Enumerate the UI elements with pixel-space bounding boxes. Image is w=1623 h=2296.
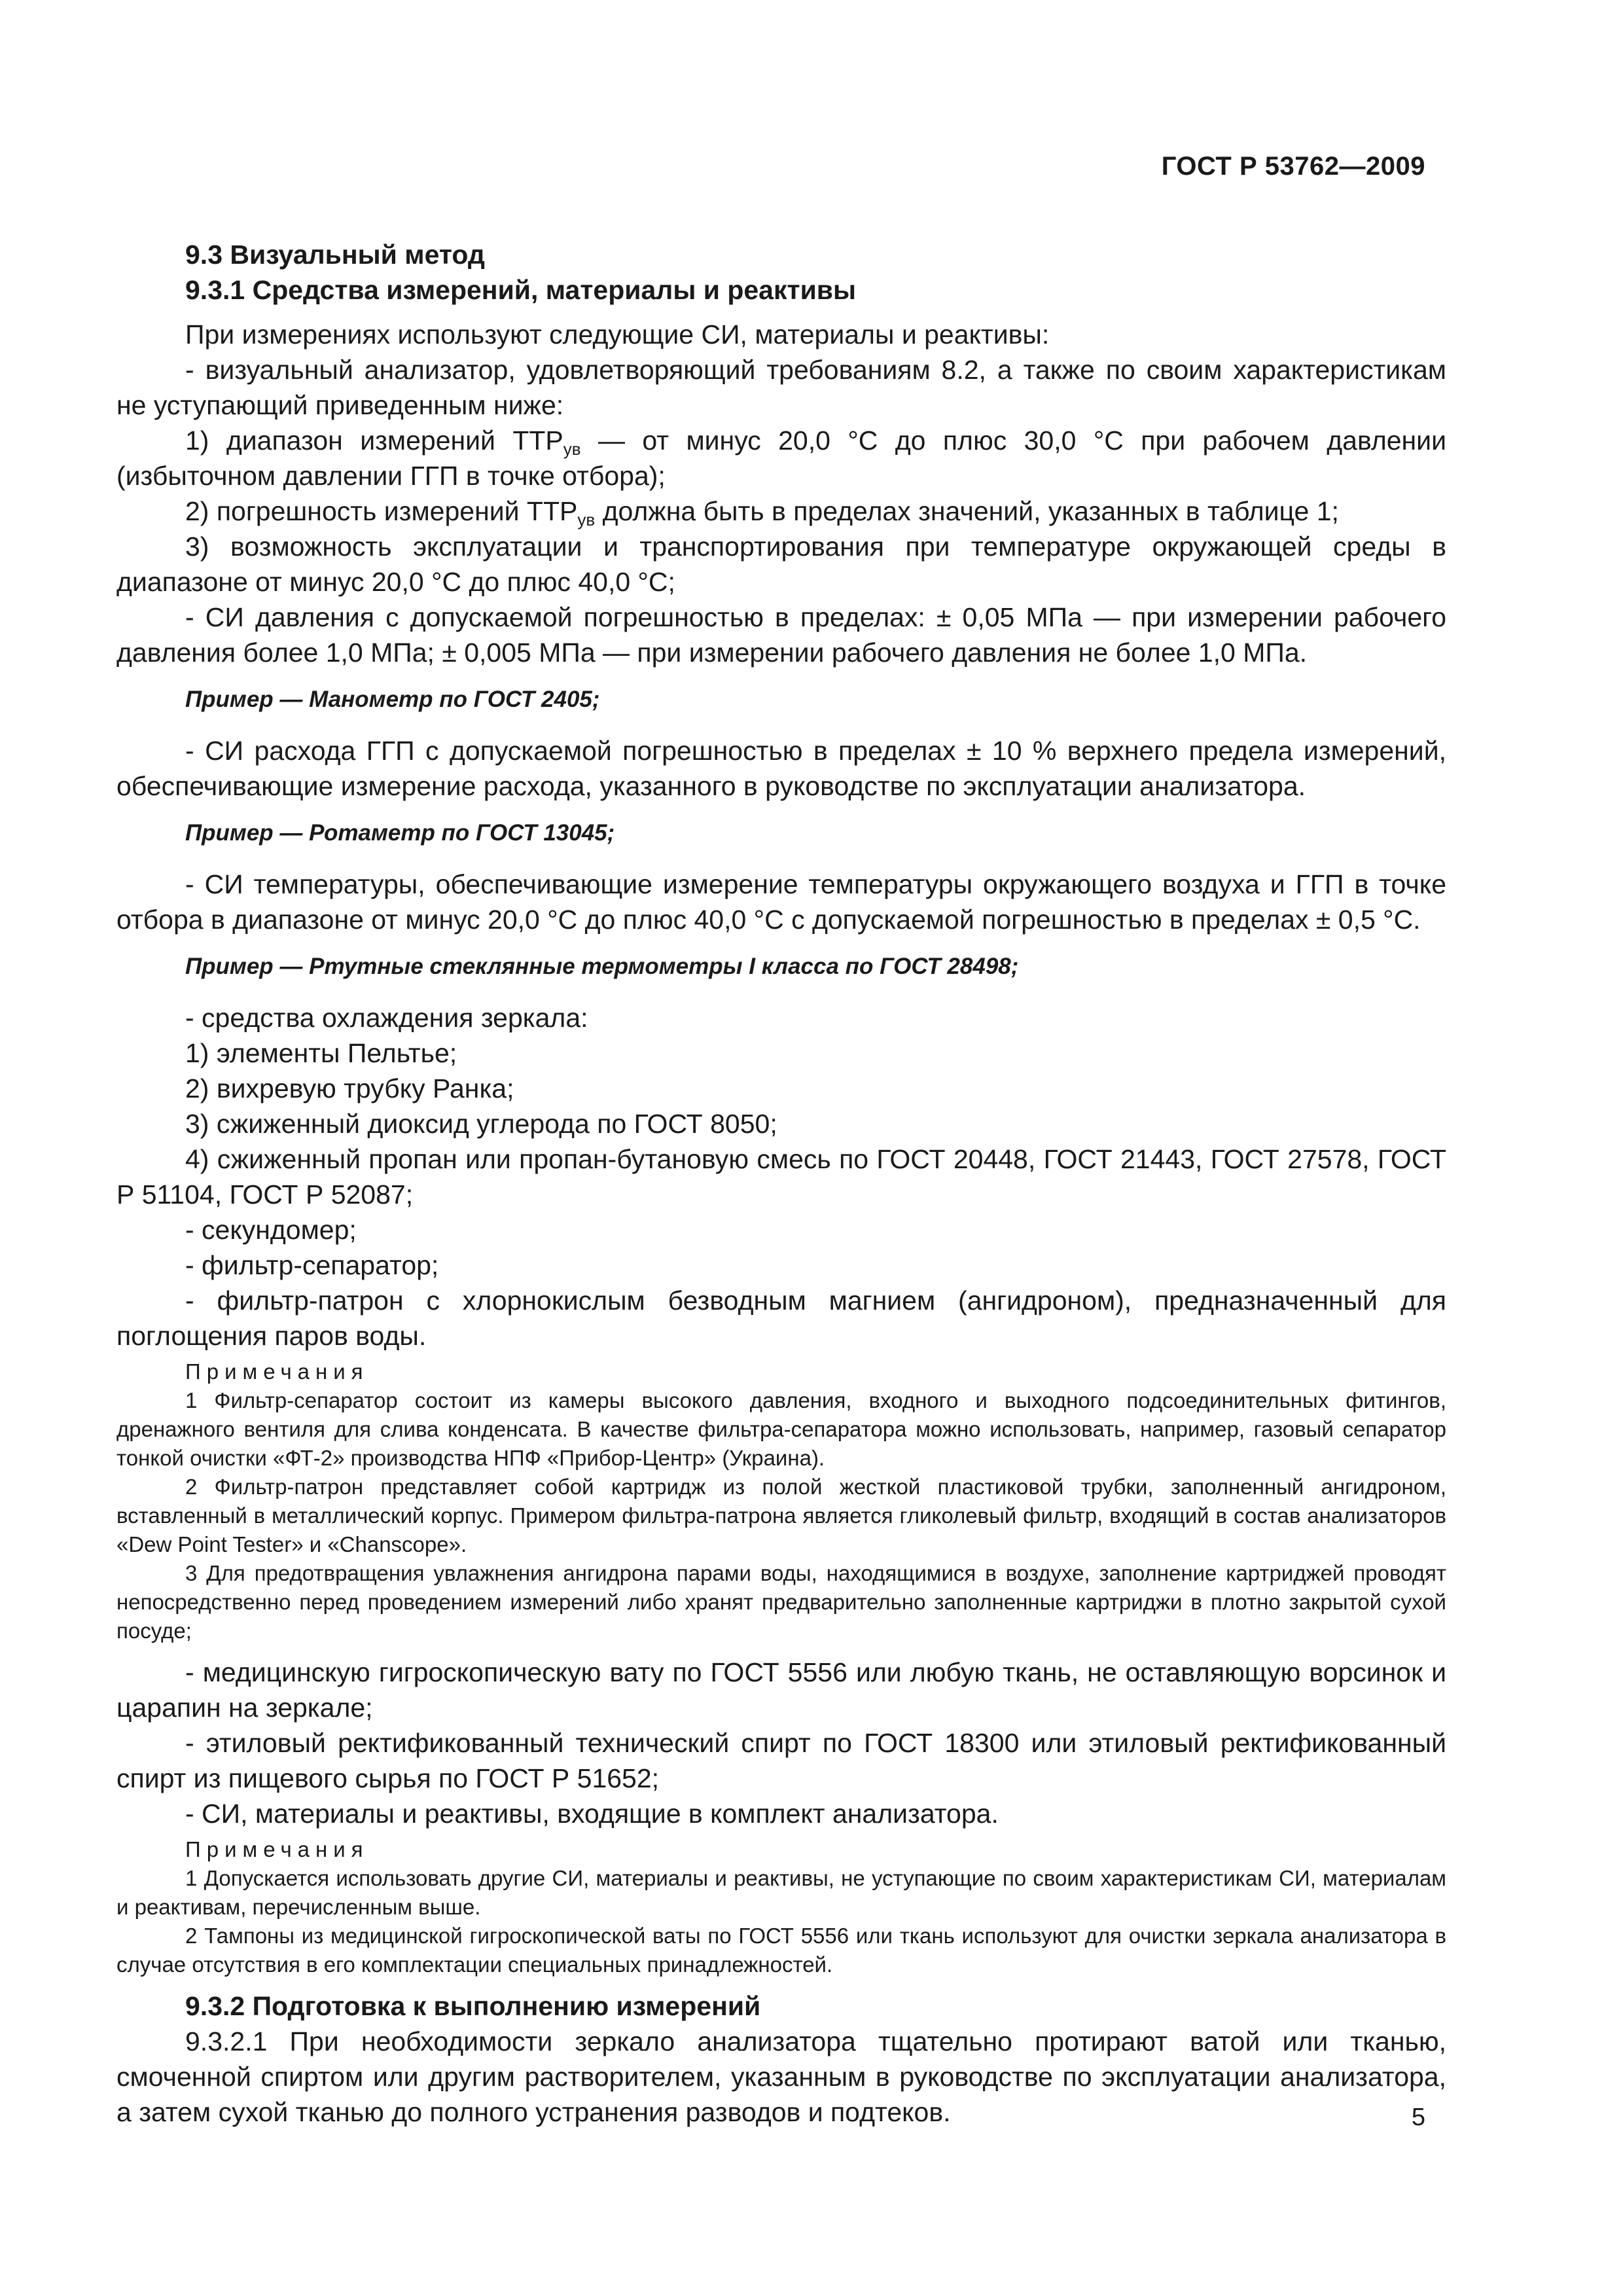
list-item-alcohol: - этиловый ректификованный технический спирт по ГОСТ 18300 или этиловый ректификованный спирт из пищевого сырья по ГОСТ Р 51652; — [116, 1728, 1446, 1793]
list-item-propane: 4) сжиженный пропан или пропан-бутановую смесь по ГОСТ 20448, ГОСТ 21443, ГОСТ 27578, ГОСТ Р 51104, ГОСТ Р 52087; — [116, 1144, 1446, 1210]
section-title: 9.3 Визуальный метод — [185, 240, 485, 270]
paragraph-temperature: - СИ температуры, обеспечивающие измерение температуры окружающего воздуха и ГГП в точке отбора в диапазоне от минус 20,0 °C до плюс 40,0 °C с допускаемой погрешностью в пределах ± 0,5 °C. — [116, 869, 1446, 935]
paragraph-flow: - СИ расхода ГГП с допускаемой погрешностью в пределах ± 10 % верхнего предела измерений, обеспечивающие измерение расхода, указанного в руководстве по эксплуатации анализатора. — [116, 736, 1446, 801]
note-item: 2 Фильтр-патрон представляет собой картридж из полой жесткой пластиковой трубки, заполненный ангидроном, вставленный в металлический корпус. Примером фильтра-патрона является гликолевый фильтр, входящий в состав анализаторов «Dew Point Tester» и «Chanscope». — [116, 1475, 1446, 1556]
paragraph-intro: При измерениях используют следующие СИ, материалы и реактивы: — [185, 319, 1050, 350]
example-rotameter: Пример — Ротаметр по ГОСТ 13045; — [185, 820, 615, 846]
subsection-title-9-3-1: 9.3.1 Средства измерений, материалы и реактивы — [185, 275, 856, 305]
text-fragment: 2) погрешность измерений ТТР — [185, 496, 578, 526]
list-item-error — [116, 493, 1446, 529]
example-thermometer: Пример — Ртутные стеклянные термометры I класса по ГОСТ 28498; — [185, 954, 1019, 979]
list-item-peltier: 1) элементы Пельтье; — [185, 1038, 457, 1068]
subscript: ув — [563, 439, 581, 459]
note-item: 3 Для предотвращения увлажнения ангидрона парами воды, находящимися в воздухе, заполнение картриджей проводят непосредственно перед проведением измерений либо хранят предварительно заполненные картриджи в плотно закрытой сухой посуде; — [116, 1561, 1446, 1643]
text-fragment: 1) диапазон измерений ТТР — [185, 425, 563, 456]
list-item-kit: - СИ, материалы и реактивы, входящие в комплект анализатора. — [185, 1799, 999, 1829]
paragraph-cooling: - средства охлаждения зеркала: — [185, 1003, 588, 1033]
note-item: 1 Допускается использовать другие СИ, материалы и реактивы, не уступающие по своим характеристикам СИ, материалам и реактивам, перечисленным выше. — [116, 1866, 1446, 1919]
list-item-co2: 3) сжиженный диоксид углерода по ГОСТ 8050; — [185, 1109, 777, 1139]
paragraph-9-3-2-1: 9.3.2.1 При необходимости зеркало анализатора тщательно протирают ватой или тканью, смоченной спиртом или другим растворителем, указанным в руководстве по эксплуатации анализатора, а затем сухой тканью до полного устранения разводов и подтеков. — [116, 2026, 1446, 2127]
list-item-vortex: 2) вихревую трубку Ранка; — [185, 1073, 514, 1103]
list-item-stopwatch: - секундомер; — [185, 1215, 357, 1245]
standard-header: ГОСТ Р 53762—2009 — [1161, 152, 1425, 181]
notes-block-1 — [116, 1357, 1446, 1645]
text-fragment: — от минус 20,0 °C до плюс 30,0 °C при рабочем давлении (избыточном давлении ГГП в точке отбора); — [116, 425, 1446, 491]
subscript: ув — [577, 510, 596, 529]
example-manometer: Пример — Манометр по ГОСТ 2405; — [185, 687, 600, 712]
paragraph-pressure: - СИ давления с допускаемой погрешностью в пределах: ± 0,05 МПа — при измерении рабочего давления более 1,0 МПа; ± 0,005 МПа — при измерении рабочего давления не более 1,0 МПа. — [116, 602, 1446, 668]
text-fragment: должна быть в пределах значений, указанных в таблице 1; — [595, 496, 1339, 526]
subsection-title-9-3-2: 9.3.2 Подготовка к выполнению измерений — [185, 1991, 761, 2021]
document-body — [116, 237, 1446, 2130]
page-number: 5 — [1411, 2104, 1425, 2131]
note-item: 1 Фильтр-сепаратор состоит из камеры высокого давления, входного и выходного подсоединительных фитингов, дренажного вентиля для слива конденсата. В качестве фильтра-сепаратора можно использовать, например, газовый сепаратор тонкой очистки «ФТ-2» производства НПФ «Прибор-Центр» (Украина). — [116, 1388, 1446, 1470]
list-item-cartridge: - фильтр-патрон с хлорнокислым безводным магнием (ангидроном), предназначенный для поглощения паров воды. — [116, 1285, 1446, 1351]
note-item: 2 Тампоны из медицинской гигроскопической ваты по ГОСТ 5556 или ткань используют для очистки зеркала анализатора в случае отсутствия в его комплектации специальных принадлежностей. — [116, 1924, 1446, 1977]
list-item-separator: - фильтр-сепаратор; — [185, 1250, 439, 1280]
paragraph-analyzer: - визуальный анализатор, удовлетворяющий требованиям 8.2, а также по своим характеристикам не уступающий приведенным ниже: — [116, 355, 1446, 420]
list-item-range — [116, 423, 1446, 493]
notes-title: Примечания — [185, 1359, 369, 1384]
notes-title: Примечания — [185, 1837, 369, 1861]
list-item-cotton: - медицинскую гигроскопическую вату по ГОСТ 5556 или любую ткань, не оставляющую ворсинок и царапин на зеркале; — [116, 1657, 1446, 1723]
list-item-operation: 3) возможность эксплуатации и транспортирования при температуре окружающей среды в диапазоне от минус 20,0 °C до плюс 40,0 °C; — [116, 531, 1446, 597]
notes-block-2 — [116, 1835, 1446, 1979]
